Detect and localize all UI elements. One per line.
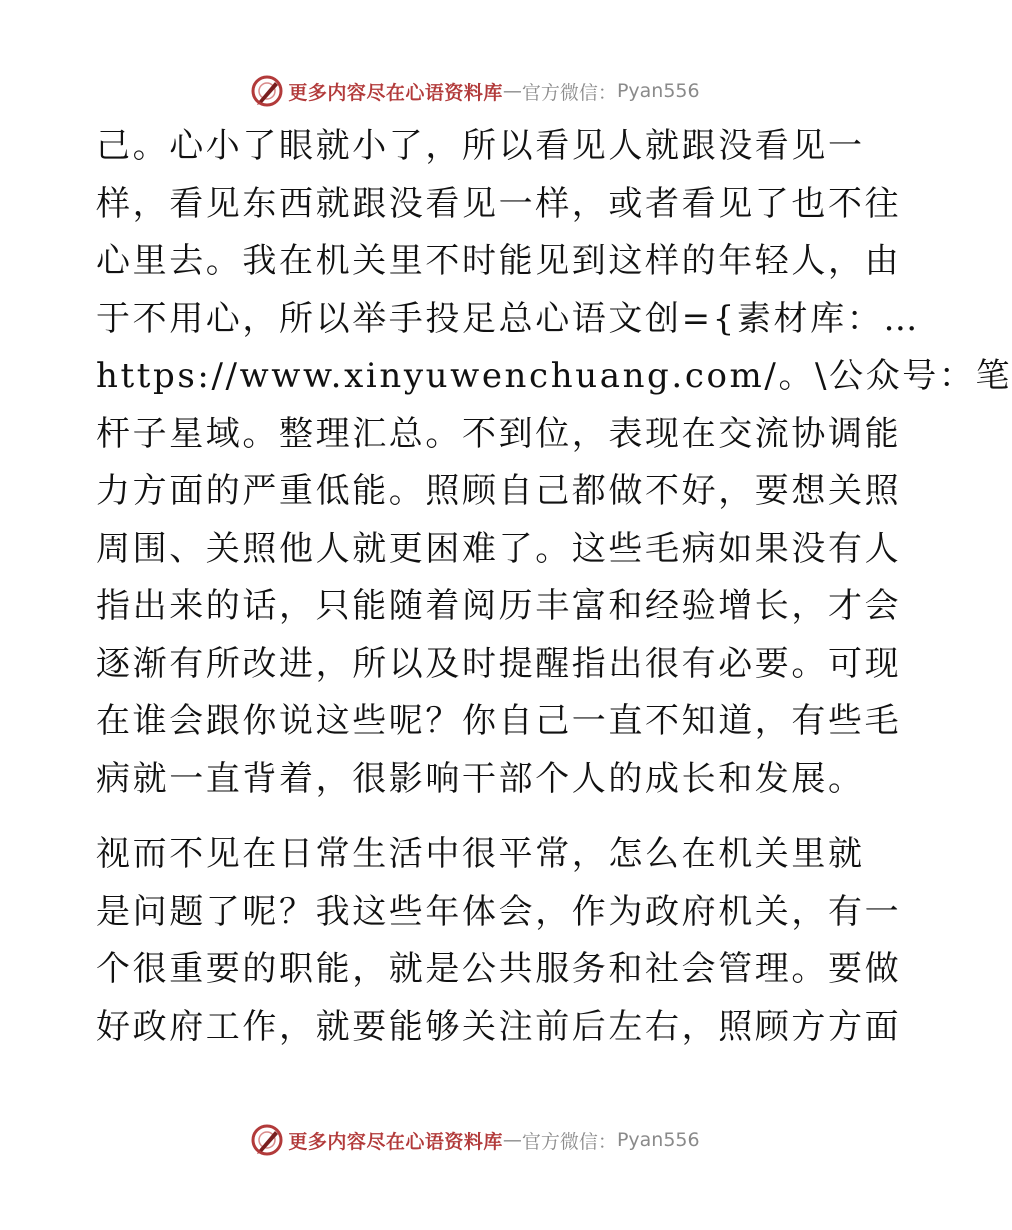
banner-separator: — xyxy=(502,1129,522,1151)
banner-wechat-label: 官方微信： xyxy=(521,1130,617,1153)
text-line: 视而不见在日常生活中很平常，怎么在机关里就 xyxy=(96,834,865,874)
text-line: 于不用心，所以举手投足总心语文创={素材库：… xyxy=(96,298,920,339)
text-line-url: https://www.xinyuwenchuang.com/。\公众号：笔 xyxy=(96,356,1012,396)
text-line: 在谁会跟你说这些呢？你自己一直不知道，有些毛 xyxy=(96,701,902,741)
paragraph-1 xyxy=(96,118,1012,808)
banner-promo-text: 更多内容尽在心语资料库 xyxy=(288,1130,503,1153)
text-line: 病就一直背着，很影响干部个人的成长和发展。 xyxy=(96,758,865,799)
text-line: 样，看见东西就跟没看见一样，或者看见了也不往 xyxy=(96,183,902,224)
banner-promo-text: 更多内容尽在心语资料库 xyxy=(288,81,503,104)
banner-separator: — xyxy=(502,80,522,102)
banner-wechat-id: Pyan556 xyxy=(616,1129,700,1151)
banner-wechat-id: Pyan556 xyxy=(616,80,700,102)
text-line: 己。心小了眼就小了，所以看见人就跟没看见一 xyxy=(96,126,865,166)
pen-logo-icon xyxy=(250,1123,284,1157)
text-line: 是问题了呢？我这些年体会，作为政府机关，有一 xyxy=(96,891,902,932)
text-line: 周围、关照他人就更困难了。这些毛病如果没有人 xyxy=(96,528,902,569)
text-line: 杆子星域。整理汇总。不到位，表现在交流协调能 xyxy=(96,413,902,454)
text-line: 好政府工作，就要能够关注前后左右，照顾方方面 xyxy=(96,1006,902,1047)
header-banner xyxy=(0,71,950,111)
pen-logo-icon xyxy=(250,74,284,108)
text-line: 力方面的严重低能。照顾自己都做不好，要想关照 xyxy=(96,471,902,511)
text-line: 逐渐有所改进，所以及时提醒指出很有必要。可现 xyxy=(96,643,902,684)
text-line: 指出来的话，只能随着阅历丰富和经验增长，才会 xyxy=(96,586,902,626)
banner-wechat-label: 官方微信： xyxy=(521,81,617,104)
paragraph-2 xyxy=(96,826,902,1056)
document-body xyxy=(96,118,1012,1056)
footer-banner xyxy=(0,1120,950,1160)
text-line: 心里去。我在机关里不时能见到这样的年轻人，由 xyxy=(96,241,902,281)
text-line: 个很重要的职能，就是公共服务和社会管理。要做 xyxy=(96,949,902,989)
